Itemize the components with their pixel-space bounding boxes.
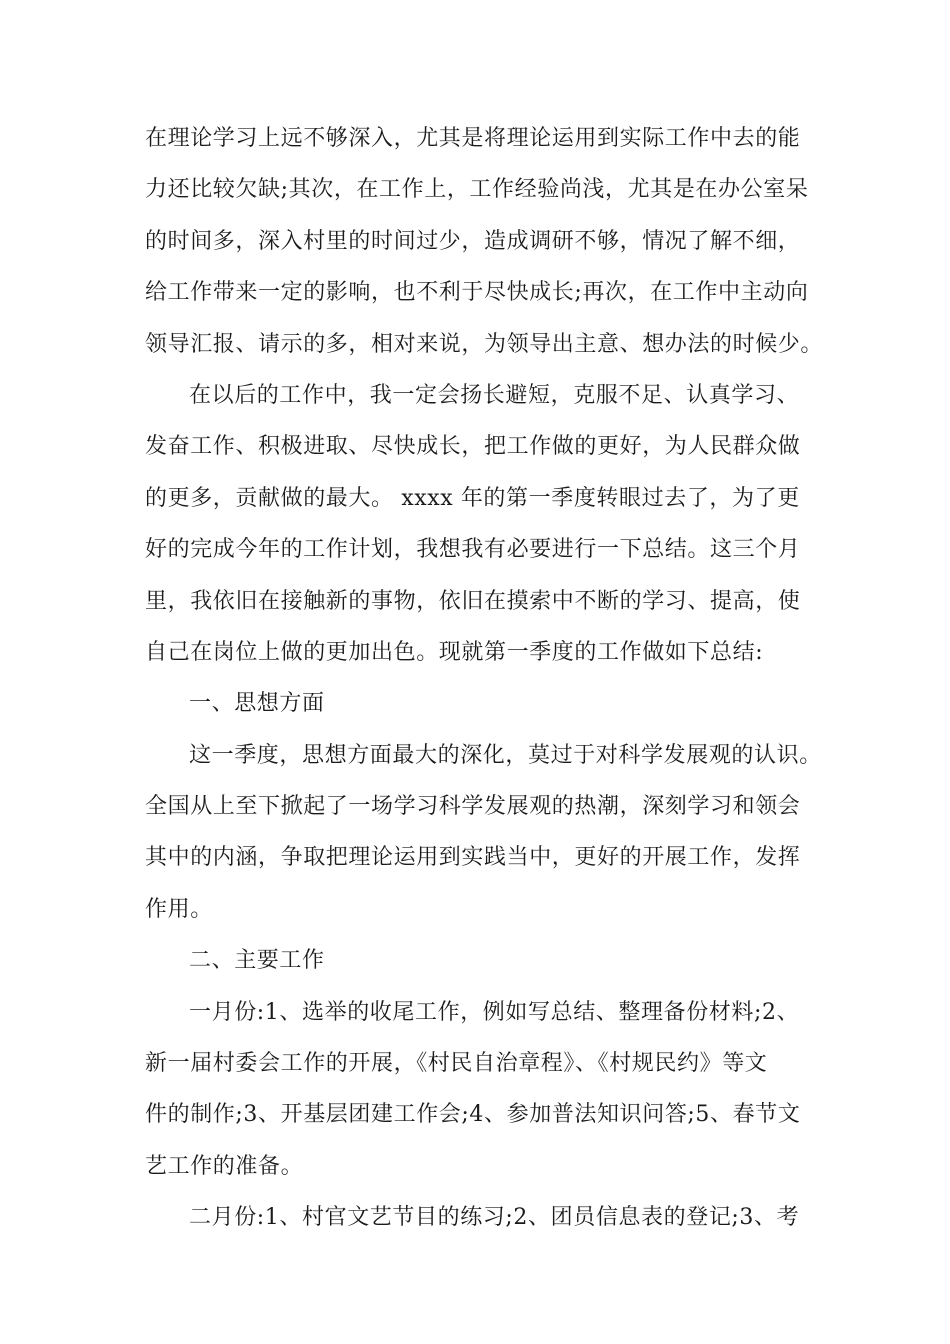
text-line: 二、主要工作 <box>189 948 325 974</box>
text-line: 一月份:1、选举的收尾工作，例如写总结、整理备份材料;2、 <box>189 999 800 1025</box>
text-line: 一、思想方面 <box>189 691 325 717</box>
text-line: 在以后的工作中，我一定会扬长避短，克服不足、认真学习、 <box>189 382 800 408</box>
text-line: 自己在岗位上做的更加出色。现就第一季度的工作做如下总结: <box>145 639 764 665</box>
text-line: 的更多，贡献做的最大。 xxxx 年的第一季度转眼过去了，为了更 <box>145 485 800 511</box>
text-line: 件的制作;3、开基层团建工作会;4、参加普法知识问答;5、春节文 <box>145 1102 801 1128</box>
text-line: 领导汇报、请示的多，相对来说，为领导出主意、想办法的时候少。 <box>145 331 824 357</box>
text-line: 给工作带来一定的影响，也不利于尽快成长;再次，在工作中主动向 <box>145 280 809 306</box>
text-line: 好的完成今年的工作计划，我想我有必要进行一下总结。这三个月 <box>145 537 801 563</box>
text-line: 这一季度，思想方面最大的深化，莫过于对科学发展观的认识。 <box>189 742 822 768</box>
text-line: 里，我依旧在接触新的事物，依旧在摸索中不断的学习、提高，使 <box>145 588 801 614</box>
text-line: 艺工作的准备。 <box>145 1153 304 1179</box>
text-line: 全国从上至下掀起了一场学习科学发展观的热潮，深刻学习和领会 <box>145 794 801 820</box>
text-line: 的时间多，深入村里的时间过少，造成调研不够，情况了解不细， <box>145 228 801 254</box>
text-line: 在理论学习上远不够深入，尤其是将理论运用到实际工作中去的能 <box>145 126 801 151</box>
text-line: 二月份:1、村官文艺节目的练习;2、团员信息表的登记;3、考 <box>189 1205 800 1231</box>
text-line: 新一届村委会工作的开展，《村民自治章程》、《村规民约》等文 <box>145 1051 768 1077</box>
text-line: 作用。 <box>145 896 213 922</box>
text-line: 发奋工作、积极进取、尽快成长，把工作做的更好，为人民群众做 <box>145 434 801 460</box>
document-body <box>145 113 835 1244</box>
text-line: 其中的内涵，争取把理论运用到实践当中，更好的开展工作，发挥 <box>145 845 801 871</box>
text-line: 力还比较欠缺;其次，在工作上，工作经验尚浅，尤其是在办公室呆 <box>145 177 809 203</box>
